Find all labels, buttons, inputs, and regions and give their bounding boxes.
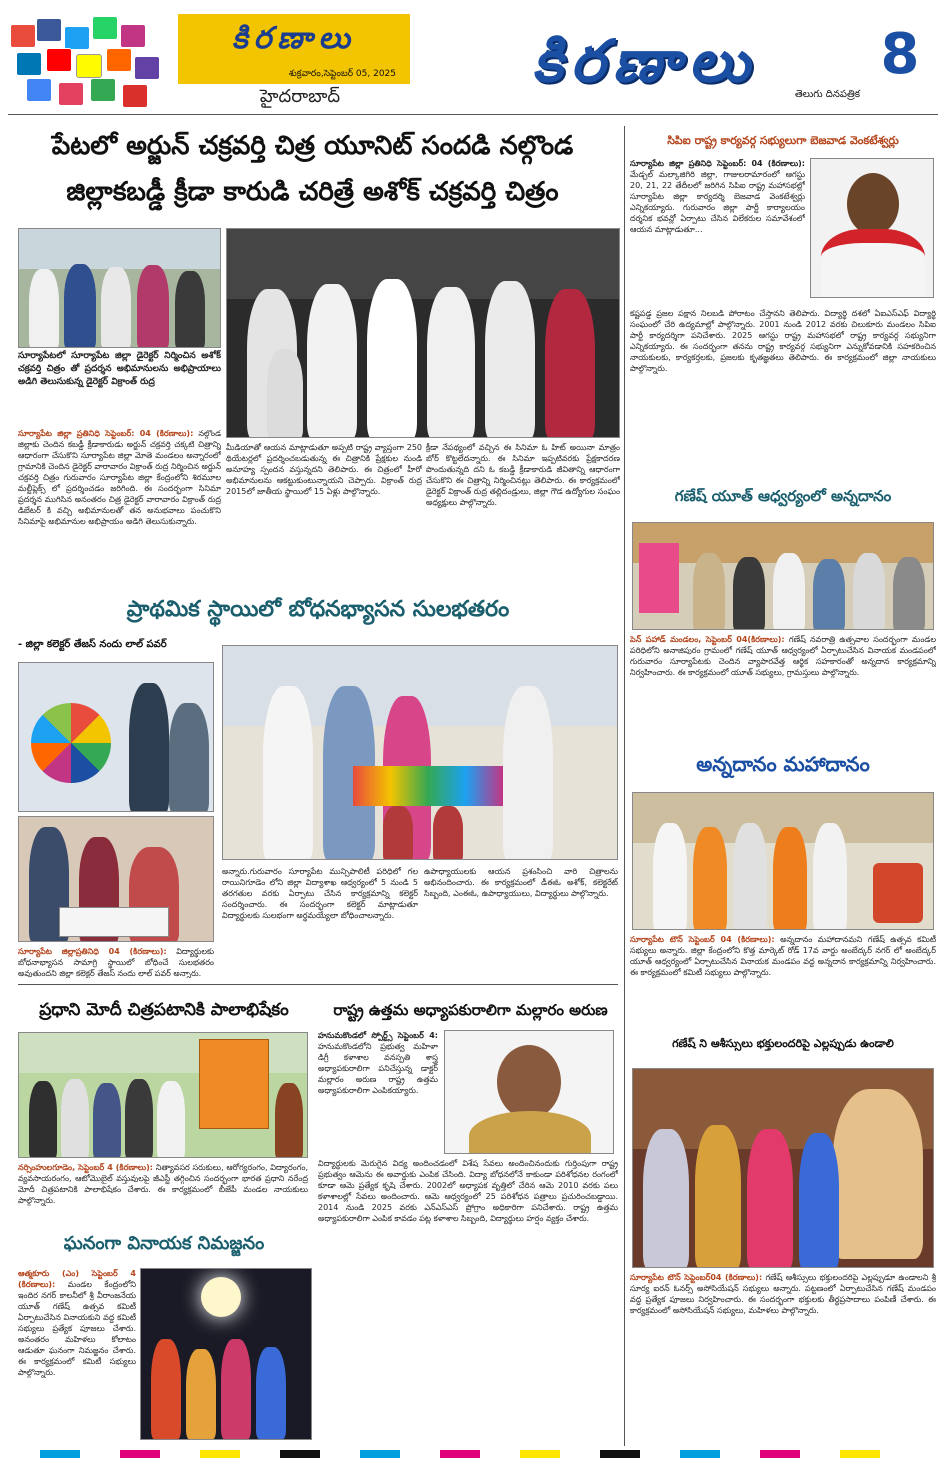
crowd-photo [18,228,221,348]
ganesh-youth-body [630,634,936,738]
twitter-icon [64,26,90,50]
award-dateline: హనుమకొండలో స్పోర్ట్స్ సెప్టెంబర్ 4: [318,1031,438,1040]
award-body-top-text: హనుమకొండలోని ప్రభుత్వ మహిళా డిగ్రీ కళాశాల వనస్పతి శాస్త్ర అధ్యాపకురాలిగా పనిచేస్తున్న డాక్టర్ మల్లారం అరుణ రాష్ట్ర ఉత్తమ అధ్యాపకురాలిగా ఎంపికయ్యారు. [318,1042,438,1095]
youtube-icon [10,24,36,48]
page-number: 8 [880,22,920,87]
chat-icon [90,78,116,102]
award-body: విద్యార్థులకు మెరుగైన విద్య అందించడంలో విశేష సేవలు అందించినందుకు గుర్తింపుగా రాష్ట్ర ప్రభుత్వం ఆమెను ఈ అవార్డుకు ఎంపిక చేసింది. విద్యా బోధనలోనే కాకుండా పరిశోధనల రంగంలో కూడా ఆమె ప్రత్యేక కృషి చేశారు. 2002లో అధ్యాపక వృత్తిలో చేరిన ఆమె 2010 వరకు పలు కళాశాలల్లో సేవలు అందించారు. ఆమె ఆధ్వర్యంలో 25 పరిశోధన పత్రాలు ప్రచురించబడ్డాయి. 2014 నుండి 2025 వరకు ఎన్ఎస్ఎస్ ప్రోగ్రాం అధికారిగా పనిచేశారు. రాష్ట్ర ఉత్తమ అధ్యాపకురాలిగా ఎంపిక కావడం పట్ల కళాశాల సిబ్బంది, విద్యార్థులు హర్షం వ్యక్తం చేశారు. [318,1159,618,1223]
immersion-body-text: మండల కేంద్రంలోని ఇందిర నగర్ కాలనీలో శ్రీ వీరాంజనేయ యూత్ గణేష్ ఉత్సవ కమిటీ ఏర్పాటుచేసిన వినాయకుని వద్ద కమిటీ సభ్యులు ప్రత్యేక పూజలు చేశారు. అనంతరం మహిళలు కోలాటం ఆడుతూ ఘనంగా నిమజ్జనం చేశారు. ఈ కార్యక్రమంలో కమిటీ సభ్యులు పాల్గొన్నారు. [18,1280,136,1377]
mail-icon [122,84,148,108]
modi-dateline: నర్సింహులగూడెం, సెప్టెంబర్ 4 (కిరణాలు): [18,1163,153,1172]
immersion-body [18,1268,136,1440]
teaching-subhead: - జిల్లా కలెక్టర్ తేజస్ నందు లాల్ పవర్ [18,639,167,650]
classroom-photo-1 [18,662,214,812]
teaching-col1 [18,946,214,978]
main-dateline: సూర్యాపేట జిల్లా ప్రతినిధి సెప్టెంబర్: 04 (కిరణాలు): [18,429,194,438]
cpi-headline: సిపిఐ రాష్ట్ర కార్యవర్గ సభ్యులుగా బెజవాడ వెంకటేశ్వర్లు [667,134,899,147]
edition-city: హైదరాబాద్ [259,86,341,107]
masthead [0,0,945,112]
main-story-col1 [18,428,221,570]
ganesh-youth-photo [632,522,934,630]
section-divider [18,984,618,985]
newspaper-tagline: తెలుగు దినపత్రిక [794,89,860,100]
instagram-icon [120,24,146,48]
cpi-dateline: సూర్యాపేట జిల్లా ప్రతినిధి సెప్టెంబర్: 04 (కిరణాలు): [630,159,805,168]
newspaper-logo: కిరణాలు [532,27,758,95]
facebook-icon [36,18,62,42]
teaching-dateline: సూర్యాపేట జిల్లాప్రతినిధి 04 (కిరణాలు): [18,947,167,956]
modi-body-text: నిత్యావసర సరుకులు, ఆరోగ్యరంగం, విద్యారంగం, వ్యవసాయరంగం, ఆటోమొబైల్ వస్తువులపై జీఎస్టీ తగ్గించిన సందర్భంగా భారత ప్రధాని నరేంద్ర మోదీ చిత్రపటానికి పాలాభిషేకం చేశారు. ఈ కార్యక్రమంలో బీజేపీ మండల నాయకులు పాల్గొన్నారు. [18,1163,308,1205]
immersion-headline: ఘనంగా వినాయక నిమజ్జనం [63,1233,265,1254]
immersion-dateline: ఆత్మకూరు (ఎం) సెప్టెంబర్ 4 (కిరణాలు): [18,1269,136,1289]
snapchat-icon [76,54,102,78]
teaching-body-col3: ఉపాధ్యాయులకు ఆయన ప్రశంసించి వారి చిత్రాలను అభినందించారు. ఈ కార్యక్రమంలో డీఈఓ అశోక్, కలెక్టరేట్ సిబ్బంది, ఎంఈఓ, ఉపాధ్యాయులు, విద్యార్థులు పాల్గొన్నారు. [424,867,618,898]
teaching-headline: ప్రాథమిక స్థాయిలో బోధనభ్యాసన సులభతరం [126,597,510,622]
linkedin-icon [16,52,42,76]
main-photo-caption: సూర్యాపేటలో సూర్యాపేట జిల్లా డైరెక్టర్ నిర్మించిన అశోక్ చక్రవర్తి చిత్రం తో ప్రదర్శన అభిమానులను అభిప్రాయాలు అడిగి తెలుసుకున్న డైరెక్టర్ విక్రాంత్ రుద్ర [18,351,221,387]
teacher-portrait [444,1030,614,1154]
blessing-body-text: గణేష్ ఆశీస్సులు భక్తులందరిపై ఎల్లప్పుడూ ఉండాలని శ్రీ సూర్య ఐరన్ ఓనర్స్ అసోసియేషన్ సభ్యులు అన్నారు. పట్టణంలో ఏర్పాటుచేసిన గణేష్ మండపం వద్ద ప్రత్యేక పూజలు నిర్వహించారు. ఈ సందర్భంగా భక్తులకు తీర్థప్రసాదాలు పంపిణీ చేశారు. ఈ కార్యక్రమంలో అసోసియేషన్ సభ్యులు, మహిళలు పాల్గొన్నారు. [630,1273,936,1315]
classroom-photo-2 [18,816,214,942]
main-body-col1: నల్గొండ జిల్లాకు చెందిన కబడ్డీ క్రీడాకారుడు అర్జున్ చక్రవర్తి చక్కటి చిత్రాన్ని ఆధారంగా చేసుకొని సూర్యాపేట జిల్లా మోతె మండలం అన్నారంలో గ్రామానికి చెందిన డైరెక్టర్ వారావారం విక్రాంత్ రుద్ర నిర్మించిన అర్జున్ చక్రవర్తి చిత్రం గురువారం సూర్యాపేట జిల్లా కేంద్రంలోని శిరమూల మల్టీప్లెక్స్ లో ప్రదర్శించడం జరిగింది. ఈ సందర్భంగా సినిమా ప్రదర్శన ముగిసిన అనంతరం చిత్ర డైరెక్టర్ వారావారం విక్రాంత్ రుద్ర డిబేటర్ కి వచ్చి అభిమానులతో తన అనుభవాలు పంచుకొని సినిమాపై అభిమానుల అభిప్రాయం అడిగి తెలుసుకున్నారు. [18,429,221,526]
whatsapp-icon [92,16,118,40]
twitch-icon [134,56,160,80]
blessing-headline: గణేష్ ని ఆశీస్సులు భక్తులందరిపై ఎల్లప్పుడు ఉండాలి [672,1037,894,1050]
main-body-col2: మీడియాతో ఆయన మాట్లాడుతూ అప్పటి రాష్ట్ర వ్యాప్తంగా 250 థియేటర్లలో ప్రదర్శించబడుతున్న ఈ చిత్రానికి ప్రేక్షకుల నుండి అనూహ్య స్పందన వస్తున్నదని తెలిపారు. ఈ చిత్రంలో హీరో అభిమానులను ఆకట్టుకుంటున్నాయని చెప్పారు. విక్రాంత్ రుద్ర 2015లో జాతీయ స్థాయిలో 15 ఏళ్లు పాల్గొన్నారు. [226,443,422,496]
ganesh-youth-body-text: గణేష్ నవరాత్రి ఉత్సవాల సందర్భంగా మండల పరిధిలోని అనాజిపురం గ్రామంలో గణేష్ యూత్ ఆధ్వర్యంలో ఏర్పాటుచేసిన వినాయక మండపంలో గురువారం సూర్యాపేటకు చెందిన వ్యాపారవేత్త ఆర్థిక సహకారంతో అన్నదాన కార్యక్రమాన్ని నిర్వహించారు. ఈ కార్యక్రమంలో యూత్ సభ్యులు, గ్రామస్తులు పాల్గొన్నారు. [630,635,936,677]
annadanam-headline: అన్నదానం మహాదానం [696,752,870,776]
award-body-top [318,1030,438,1154]
collector-visit-photo [222,645,618,860]
annadanam-body [630,934,936,1026]
immersion-photo [140,1268,312,1440]
ganesh-youth-dateline: పెన్ పహాడ్ మండలం, సెప్టెంబర్ 04(కిరణాలు): [630,635,785,644]
annadanam-photo [632,792,934,930]
column-divider [624,126,625,1446]
cpi-leader-portrait [810,158,934,298]
blessing-dateline: సూర్యాపేట టౌన్ సెప్టెంబర్04 (కిరణాలు): [630,1273,763,1282]
teaching-body-col2: అన్నారు.గురువారం సూర్యాపేట మున్సిపాలిటీ పరిధిలో గల రాయినిగూడెం లోని జిల్లా విద్యాశాఖ ఆధ్వర్యంలో 5 నుండి 5 తరగతుల వరకు ఏర్పాటు చేసిన కార్యక్రమాన్ని కలెక్టర్ సందర్శించారు. ఈ సందర్భంగా కలెక్టర్ మాట్లాడుతూ విద్యార్థులకు సులభంగా అర్థమయ్యేలా బోధించాలన్నారు. [222,867,418,920]
social-icons-collage [6,14,166,112]
blessing-photo [632,1068,934,1268]
google-icon [26,78,52,102]
dribbble-icon [58,82,84,106]
main-headline-line2: జిల్లాకబడ్డీ క్రీడా కారుడి చరిత్రే అశోక్ చక్రవర్తి చిత్రం [66,177,559,207]
modi-body [18,1162,308,1222]
cpi-body-full: కష్టపడ్డ ప్రజల పక్షాన నిలబడి పోరాటం చేస్తానని తెలిపారు. విద్యార్థి దశలో ఏఐఎస్ఎఫ్ విద్యార్థి సంఘంలో చేరి ఉద్యమాల్లో పాల్గొన్నారు. 2001 నుండి 2012 వరకు చిలుకూరు మండలం సిపిఐ పార్టీ కార్యదర్శిగా పనిచేశారు. 2025 ఆగస్టు రాష్ట్ర మహాసభలో రాష్ట్ర కార్యవర్గ సభ్యునిగా ఎన్నికయ్యారు. ఈ సందర్భంగా తనను రాష్ట్ర కార్యవర్గ సభ్యునిగా ఎన్నుకోవడానికి సహకరించిన నాయకులకు, కార్యకర్తలకు, ప్రజలకు కృతజ్ఞతలు తెలిపారు. ఈ కార్యక్రమంలో జిల్లా నాయకులు పాల్గొన్నారు. [630,309,936,373]
pinterest-icon [46,48,72,72]
cpi-body-top-text: మేడ్చల్ మల్కాజిగిరి జిల్లా, గాజులరామారంలో ఆగస్టు 20, 21, 22 తేదీలలో జరిగిన సిపిఐ రాష్ట్ర మహాసభల్లో సూర్యాపేట జిల్లా కార్యదర్శి బెజవాడ వెంకటేశ్వర్లు ఎన్నికయ్యారు. గురువారం జిల్లా పార్టీ కార్యాలయం దర్శనిక భవన్లో ఏర్పాటు చేసిన విలేకరుల సమావేశంలో ఆయన మాట్లాడుతూ... [630,170,805,234]
teaching-body-col1: విద్యార్థులకు బోధనాభ్యాసన సామాగ్రి స్థాయిలో బోధించే సులభతరం అవుతుందని జిల్లా కలెక్టర్ తేజస్ నందు లాల్ పవర్ అన్నారు. [18,947,214,978]
annadanam-dateline: సూర్యాపేట టౌన్ సెప్టెంబర్ 04 (కిరణాలు): [630,935,775,944]
main-headline-line1: పేటలో అర్జున్ చక్రవర్తి చిత్ర యూనిట్ సందడి నల్గొండ [51,131,574,161]
award-headline: రాష్ట్ర ఉత్తమ అధ్యాపకురాలిగా మల్లారం అరుణ [333,1001,608,1019]
cpi-body-top [630,158,805,306]
modi-headline: ప్రధాని మోదీ చిత్రపటానికి పాలాభిషేకం [39,1000,289,1020]
annadanam-body-text: అన్నదానం మహాదానమని గణేష్ ఉత్సవ కమిటీ సభ్యులు అన్నారు. జిల్లా కేంద్రంలోని కొత్త మార్కెట్ రోడ్ 17వ వార్డు అంబేద్కర్ నగర్ లో అంబేద్కర్ యూత్ ఆధ్వర్యంలో ఏర్పాటుచేసిన వినాయక మండపం వద్ద అన్నదాన కార్యక్రమాన్ని నిర్వహించారు. ఈ కార్యక్రమంలో కమిటీ సభ్యులు పాల్గొన్నారు. [630,935,936,977]
issue-date: శుక్రవారం,సెప్టెంబర్ 05, 2025 [178,64,410,84]
film-unit-photo [226,228,620,438]
blessing-body [630,1272,936,1440]
small-masthead-logo: కిరణాలు [178,14,410,64]
main-body-col3: క్రీడా నేపథ్యంలో వచ్చిన ఈ సినిమా ఓ హిట్ అయినా మాత్రం బోర్ కొట్టలేదన్నారు. ఈ సినిమా ఇప్పటివరకు ప్రేక్షకాదరణ పొందుతున్నది దని ఓ కబడ్డీ క్రీడాకారుడి జీవితాన్ని ఆధారంగా చేసుకొని ఈ చిత్రాన్ని నిర్మించినట్లు తెలిపారు. ఈ కార్యక్రమంలో డైరెక్టర్ విక్రాంత్ రుద్ర తల్లిదండ్రులు, జిల్లా గౌడ ఉద్యోగుల సంఘం అధ్యక్షులు పాల్గొన్నారు. [426,443,620,507]
modi-celebration-photo [18,1032,308,1158]
ganesh-youth-headline: గణేష్ యూత్ ఆధ్వర్యంలో అన్నదానం [674,487,892,505]
rss-icon [106,48,132,72]
masthead-divider [8,114,938,115]
